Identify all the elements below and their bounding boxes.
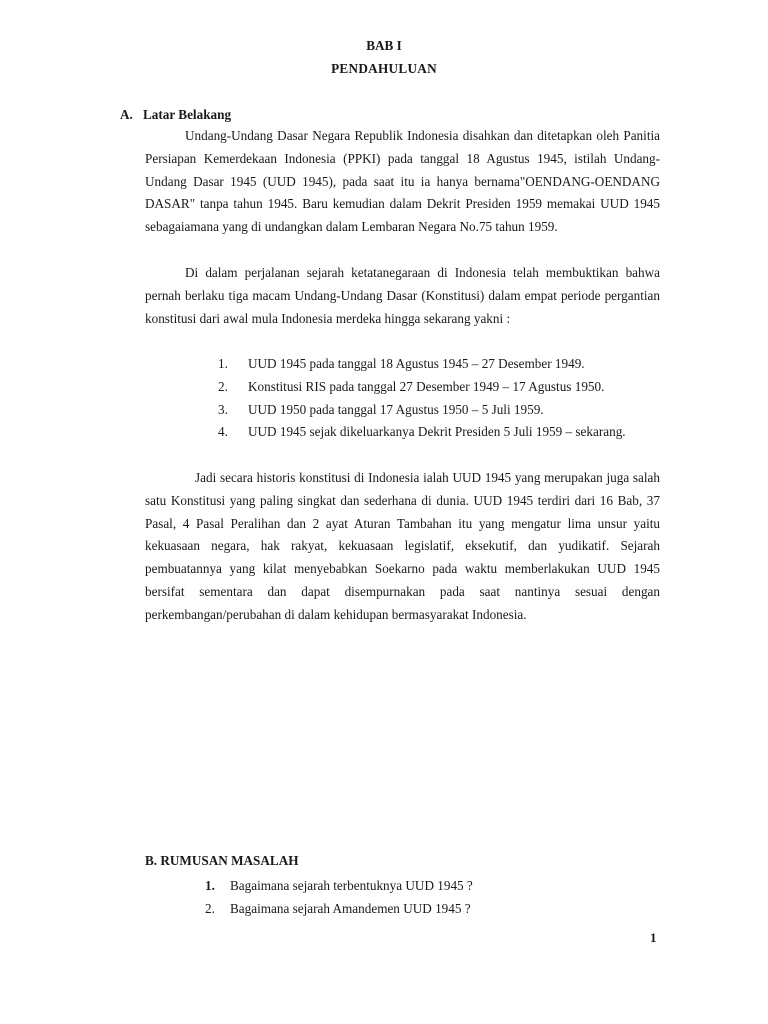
section-b-heading: B. RUMUSAN MASALAH [145,853,299,868]
list-item [200,399,660,422]
list-item-number: 1. [205,878,215,893]
list-item [200,353,660,376]
chapter-title: PENDAHULUAN [331,61,437,76]
list-item [205,875,605,898]
section-a-letter: A. [120,107,133,122]
list-item-number: 2. [218,378,228,394]
section-a-title: Latar Belakang [143,107,232,122]
page-number: 1 [650,930,657,945]
list-item [200,421,660,444]
list-item-text: UUD 1945 pada tanggal 18 Agustus 1945 – 27 Desember 1949. [248,356,585,371]
paragraph-1: Undang-Undang Dasar Negara Republik Indonesia disahkan dan ditetapkan oleh Panitia Persiapan Kemerdekaan Indonesia (PPKI) pada tanggal 18 Agustus 1945, istilah Undang-Undang Dasar 1945 (UUD 1945), pada saat itu ia hanya bernama"OENDANG-OENDANG DASAR" tanpa tahun 1945. Baru kemudian dalam Dekrit Presiden 1959 memakai UUD 1945 sebagaiamana yang di undangkan dalam Lembaran Negara No.75 tahun 1959. [145,128,660,235]
list-item-text: Bagaimana sejarah Amandemen UUD 1945 ? [230,900,471,916]
paragraph-3: Jadi secara historis konstitusi di Indonesia ialah UUD 1945 yang merupakan juga salah satu Konstitusi yang paling singkat dan sederhana di dunia. UUD 1945 terdiri dari 16 Bab, 37 Pasal, 4 Pasal Peralihan dan 2 ayat Aturan Tambahan itu yang mengatur lima unsur yaitu kekuasaan negara, hak rakyat, kekuasaan legislatif, eksekutif, dan yudikatif. Sejarah pembuatannya yang kilat menyebabkan Soekarno pada waktu memberlakukan UUD 1945 bersifat sementara dan dapat disempurnakan pada saat nantinya sesuai dengan perkembangan/perubahan di dalam kehidupan bermasyarakat Indonesia. [145,470,660,622]
list-item-text: UUD 1945 sejak dikeluarkanya Dekrit Presiden 5 Juli 1959 – sekarang. [248,424,626,440]
list-item-number: 2. [205,900,215,916]
list-item-text: Konstitusi RIS pada tanggal 27 Desember 1949 – 17 Agustus 1950. [248,378,605,394]
problem-statement-list [205,875,605,921]
paragraph-2: Di dalam perjalanan sejarah ketatanegaraan di Indonesia telah membuktikan bahwa pernah berlaku tiga macam Undang-Undang Dasar (Konstitusi) dalam empat periode pergantian konstitusi dari awal mula Indonesia merdeka hingga sekarang yakni : [145,265,660,326]
list-item-number: 4. [218,424,228,440]
constitution-periods-list [200,353,660,444]
list-item-number: 1. [218,356,228,371]
chapter-number: BAB I [366,38,402,53]
list-item [205,898,605,921]
list-item-text: UUD 1950 pada tanggal 17 Agustus 1950 – 5 Juli 1959. [248,401,544,417]
list-item [200,376,660,399]
list-item-number: 3. [218,401,228,417]
list-item-text: Bagaimana sejarah terbentuknya UUD 1945 ? [230,878,473,893]
